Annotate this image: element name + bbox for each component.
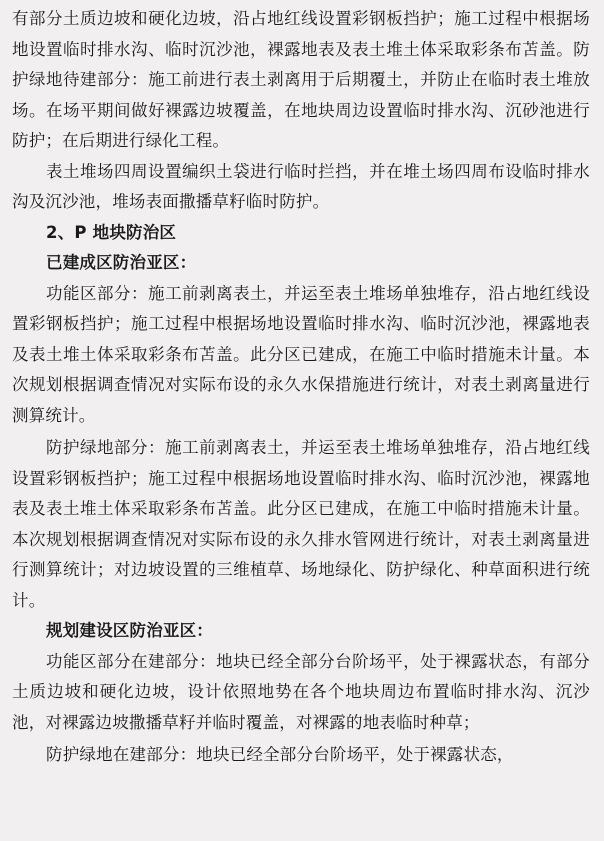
paragraph-continuation: 有部分土质边坡和硬化边坡，沿占地红线设置彩钢板挡护；施工过程中根据场地设置临时排水沟、临时沉沙池，裸露地表及表土堆土体采取彩条布苫盖。防护绿地待建部分：施工前进行表土剥离用于后期覆土，并防止在临时表土堆放场。在场平期间做好裸露边坡覆盖，在地块周边设置临时排水沟、沉砂池进行防护；在后期进行绿化工程。 — [12, 9, 590, 150]
paragraph-functional-area-under-construction: 功能区部分在建部分：地块已经全部分台阶场平，处于裸露状态，有部分土质边坡和硬化边坡，设计依照地势在各个地块周边布置临时排水沟、沉沙池，对裸露边坡撒播草籽并临时覆盖，对裸露的地表临时种草； — [12, 651, 590, 732]
paragraph-greenbelt-under-construction: 防护绿地在建部分：地块已经全部分台阶场平，处于裸露状态， — [46, 745, 514, 764]
paragraph-topsoil-yard: 表土堆场四周设置编织土袋进行临时拦挡，并在堆土场四周布设临时排水沟及沉沙池，堆场表面撒播草籽临时防护。 — [12, 161, 590, 211]
section-heading-p-plot: 2、P 地块防治区 — [46, 222, 177, 242]
subsection-heading-planned-area: 规划建设区防治亚区： — [46, 621, 213, 640]
paragraph-protective-greenbelt: 防护绿地部分：施工前剥离表土，并运至表土堆场单独堆存，沿占地红线设置彩钢板挡护；施工过程中根据场地设置临时排水沟、临时沉沙池，裸露地表及表土堆土体采取彩条布苫盖。此分区已建成，在施工中临时措施未计量。本次规划根据调查情况对实际布设的永久排水管网进行统计，对表土剥离量进行测算统计；对边坡设置的三维植草、场地绿化、防护绿化、种草面积进行统计。 — [12, 438, 590, 610]
paragraph-functional-area: 功能区部分：施工前剥离表土，并运至表土堆场单独堆存，沿占地红线设置彩钢板挡护；施工过程中根据场地设置临时排水沟、临时沉沙池，裸露地表及表土堆土体采取彩条布苫盖。此分区已建成，在施工中临时措施未计量。本次规划根据调查情况对实际布设的永久水保措施进行统计，对表土剥离量进行测算统计。 — [12, 283, 590, 425]
subsection-heading-built-area: 已建成区防治亚区： — [46, 253, 197, 272]
